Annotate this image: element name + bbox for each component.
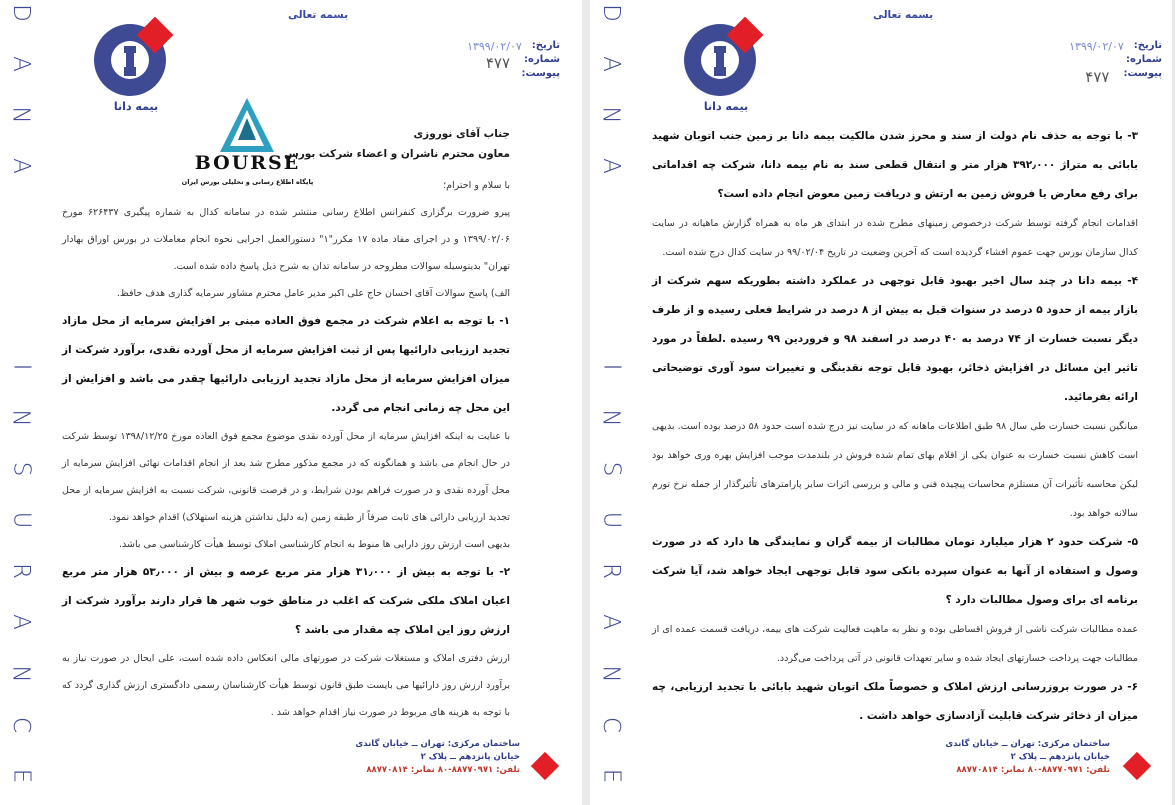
intro-paragraph: پیرو ضرورت برگزاری کنفرانس اطلاع رسانی منتشر شده در سامانه کدال به شماره پیگیری ۶۲۶۴۳۷ مورخ ۱۳۹۹/۰۲/۰۶ و در اجرای مفاد ماده ۱۷ مکرر"۱" دستورالعمل اجرایی نحوه انجام معاملات در بورس اوراق بهادار تهران" بدینوسیله سوالات مطروحه در سامانه تدان به شرح ذیل پاسخ داده شده است. bbox=[62, 207, 510, 272]
brand-letter: N bbox=[598, 664, 624, 683]
brand-letter: D bbox=[8, 4, 34, 22]
date-label: تاریخ: bbox=[1133, 40, 1162, 51]
dana-insurance-logo bbox=[90, 16, 182, 114]
question-1: ۱- با توجه به اعلام شرکت در مجمع فوق العاده مبنی بر افزایش سرمایه از محل مازاد تجدید ارزیابی دارائیها پس از ثبت افزایش سرمایه از محل آورده نقدی، برآورد شرکت از میزان افزایش سرمایه از محل مازاد تجدید ارزیابی دارائیها چقدر می باشد و افزایش از این محل چه زمانی انجام می گردد. bbox=[62, 315, 510, 414]
dana-logo-icon bbox=[90, 16, 182, 100]
bourse-logo-subtitle: پایگاه اطلاع رسانی و تحلیلی بورس ایران bbox=[181, 178, 314, 186]
brand-letter: A bbox=[7, 56, 34, 73]
footer-address bbox=[320, 738, 520, 777]
brand-letter: N bbox=[8, 664, 34, 683]
letter-meta bbox=[456, 40, 560, 82]
recipient-name: جناب آقای نوروزی bbox=[413, 128, 510, 140]
footer-diamond-icon bbox=[1123, 752, 1151, 780]
date-value: ۱۳۹۹/۰۲/۰۷ bbox=[467, 40, 522, 53]
brand-letter: C bbox=[598, 716, 624, 733]
question-2: ۲- با توجه به بیش از ۳۱٫۰۰۰ هزار متر مربع عرصه و بیش از ۵۳٫۰۰۰ هزار متر مربع اعیان املاک ملکی شرکت که اغلب در مناطق خوب شهر ها قرار دارند برآورد شرکت از ارزش روز این املاک چه مقدار می باشد ؟ bbox=[62, 566, 510, 636]
basmala-header: بسمه تعالی bbox=[872, 9, 934, 21]
question-3: ۳- با توجه به حذف نام دولت از سند و محرز شدن مالکیت بیمه دانا بر زمین جنب اتوبان شهید بابائی به متراژ ۳۹۲٫۰۰۰ هزار متر و انتقال قطعی سند به نام بیمه دانا، شرکت چه اقداماتی برای رفع معارض یا فروش زمین به ارتش و دریافت زمین معوض انجام داده است؟ bbox=[652, 130, 1138, 200]
brand-letter: A bbox=[7, 158, 34, 175]
number-label: شماره: bbox=[524, 54, 560, 65]
question-5: ۵- شرکت حدود ۲ هزار میلیارد تومان مطالبات از بیمه گران و نمایندگی ها دارد که در صورت وصول و استفاده از آنها به عنوان سپرده بانکی سود قابل توجهی ایجاد خواهد شد، آیا شرکت برنامه ای برای وصول مطالبات دارد ؟ bbox=[652, 536, 1138, 606]
letter-body-right bbox=[652, 122, 1138, 731]
brand-letter: E bbox=[7, 768, 34, 784]
bourse-logo-text: BOURSE bbox=[194, 152, 301, 174]
footer-line-1: ساختمان مرکزی: تهران ــ خیابان گاندی bbox=[945, 739, 1110, 749]
brand-vertical-text bbox=[590, 0, 632, 805]
brand-letter: E bbox=[597, 768, 624, 784]
brand-letter: S bbox=[7, 461, 34, 477]
brand-letter: N bbox=[8, 106, 34, 124]
brand-letter: A bbox=[597, 158, 624, 175]
section-a-heading: الف) پاسخ سوالات آقای احسان حاج علی اکبر مدیر عامل محترم مشاور سرمایه گذاری هدف حافظ. bbox=[116, 288, 510, 299]
attachment-label: پیوست: bbox=[1123, 68, 1162, 79]
footer-line-3: تلفن: ۸۸۷۷۰۹۷۱-۸۰ نمابر: ۸۸۷۷۰۸۱۴ bbox=[956, 765, 1110, 775]
brand-letter: I bbox=[597, 363, 624, 371]
date-value: ۱۳۹۹/۰۲/۰۷ bbox=[1069, 40, 1124, 53]
number-value: ۴۷۷ bbox=[1085, 68, 1110, 86]
brand-letter: N bbox=[8, 409, 34, 427]
answer-1-note: بدیهی است ارزش روز دارایی ها منوط به انجام کارشناسی املاک توسط هیأت کارشناسی می باشد. bbox=[119, 539, 510, 550]
attachment-label: پیوست: bbox=[521, 68, 560, 79]
dana-logo-icon bbox=[680, 16, 772, 100]
brand-letter: R bbox=[7, 563, 34, 580]
answer-2: ارزش دفتری املاک و مستغلات شرکت در صورتهای مالی انعکاس داده شده است، علی ایحال در صورت نیاز به برآورد ارزش روز دارائیها می بایست طبق قانون توسط هیأت کارشناسان رسمی دادگستری ارزش گذاری گردد که با توجه به هزینه های مربوط در صورت نیاز اقدام خواهد شد . bbox=[62, 653, 510, 718]
number-label: شماره: bbox=[1126, 54, 1162, 65]
basmala-header: بسمه تعالی bbox=[287, 9, 349, 21]
answer-3: اقدامات انجام گرفته توسط شرکت درخصوص زمینهای مطرح شده در ابتدای هر ماه به همراه گزارش ماهیانه در سایت کدال سازمان بورس جهت عموم افشاء گردیده است که آخرین وضعیت در تاریخ ۹۹/۰۲/۰۴ در سایت کدال درج شده است. bbox=[652, 218, 1138, 258]
answer-1: با عنایت به اینکه افزایش سرمایه از محل آورده نقدی موضوع مجمع فوق العاده مورخ ۱۳۹۸/۱۲/۲۵ توسط شرکت در حال انجام می باشد و همانگونه که در مجمع مذکور مطرح شد بعد از انجام اقدامات نهائی افزایش سرمایه از محل آورده نقدی و در صورت فراهم بودن شرایط، و در فرصت قانونی، شرکت نسبت به افزایش سرمایه از محل تجدید ارزیابی دارائی های ثابت صرفاً از طبقه زمین (به دلیل نداشتن هزینه استهلاک) اقدام خواهد نمود. bbox=[62, 431, 511, 523]
brand-letter: I bbox=[7, 363, 34, 371]
brand-letter: D bbox=[598, 4, 624, 22]
dana-insurance-logo bbox=[680, 16, 772, 114]
letter-page-left bbox=[0, 0, 582, 805]
greeting: با سلام و احترام؛ bbox=[443, 180, 510, 191]
footer-address bbox=[910, 738, 1110, 777]
brand-letter: U bbox=[8, 511, 34, 529]
answer-5: عمده مطالبات شرکت ناشی از فروش اقساطی بوده و نظر به ماهیت فعالیت شرکت های بیمه، دریافت قسمت عمده ای از مطالبات جهت پرداخت خسارتهای ایجاد شده و سایر تعهدات قانونی در آتی پرداخت می‌گردد. bbox=[652, 624, 1138, 664]
footer-line-3: تلفن: ۸۸۷۷۰۹۷۱-۸۰ نمابر: ۸۸۷۷۰۸۱۴ bbox=[366, 765, 520, 775]
question-4: ۴- بیمه دانا در چند سال اخیر بهبود قابل توجهی در عملکرد داشته بطوریکه سهم شرکت از بازار بیمه از حدود ۵ درصد در سنوات قبل به بیش از ۸ درصد در شرایط فعلی رسیده و از طرف دیگر نسبت خسارت از ۷۴ درصد به ۴۰ درصد در اسفند ۹۸ و فروردین ۹۹ رسیده .لطفاً در مورد تاثیر این مسائل در افزایش ذخائر، بهبود قابل توجه نقدینگی و تغییرات سود آوری توضیحاتی ارائه بفرمائید. bbox=[652, 275, 1138, 403]
brand-letter: N bbox=[598, 409, 624, 427]
brand-letter: S bbox=[597, 461, 624, 477]
footer-line-1: ساختمان مرکزی: تهران ــ خیابان گاندی bbox=[355, 739, 520, 749]
recipient-title: معاون محترم ناشران و اعضاء شرکت بورس bbox=[284, 148, 510, 160]
logo-name: بیمه دانا bbox=[113, 100, 159, 113]
letter-meta bbox=[1058, 40, 1162, 86]
brand-letter: R bbox=[597, 563, 624, 580]
brand-letter: C bbox=[8, 716, 34, 733]
letter-body-left bbox=[62, 124, 510, 726]
footer-diamond-icon bbox=[531, 752, 559, 780]
footer-line-2: خیابان پانزدهم ــ پلاک ۲ bbox=[1010, 752, 1110, 762]
footer-line-2: خیابان پانزدهم ــ پلاک ۲ bbox=[420, 752, 520, 762]
logo-name: بیمه دانا bbox=[703, 100, 749, 113]
brand-vertical-text bbox=[0, 0, 42, 805]
brand-letter: A bbox=[7, 614, 34, 631]
letter-page-right bbox=[590, 0, 1172, 805]
question-6: ۶- در صورت بروزرسانی ارزش املاک و خصوصاً ملک اتوبان شهید بابائی با تجدید ارزیابی، چه میزان از ذخائر شرکت قابلیت آزادسازی خواهد داشت . bbox=[652, 681, 1138, 722]
date-label: تاریخ: bbox=[531, 40, 560, 51]
brand-letter: A bbox=[597, 56, 624, 73]
answer-4: میانگین نسبت خسارت طی سال ۹۸ طبق اطلاعات ماهانه که در سایت نیز درج شده است حدود ۵۸ درصد بوده است. بدیهی است کاهش نسبت خسارت به عنوان یکی از اقلام بهای تمام شده فروش در بلندمدت موجب افزایش بهره وری خواهد بود لیکن محاسبه تأثیرات آن مستلزم محاسبات پیچیده فنی و مالی و بررسی اثرات سایر پارامترهای تأثیرگذار از جمله نرخ تورم سالانه خواهد بود. bbox=[652, 421, 1138, 519]
brand-letter: N bbox=[598, 106, 624, 124]
brand-letter: A bbox=[597, 614, 624, 631]
number-value: ۴۷۷ bbox=[485, 54, 511, 72]
brand-letter: U bbox=[598, 511, 624, 529]
